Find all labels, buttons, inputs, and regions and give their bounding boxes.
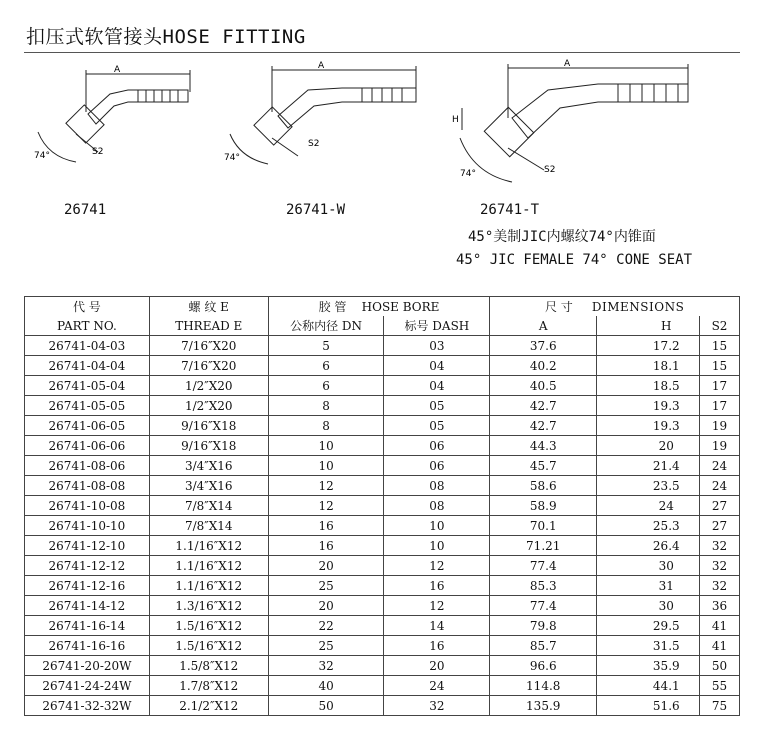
cell-h: 31.5	[634, 636, 700, 656]
cell-thread: 7/8″X14	[149, 496, 268, 516]
cell-dash: 32	[384, 696, 490, 716]
table-row	[25, 696, 740, 716]
cell-h: 23.5	[634, 476, 700, 496]
cell-spacer	[597, 656, 634, 676]
cell-thread: 1.1/16″X12	[149, 536, 268, 556]
cell-part-no: 26741-06-06	[25, 436, 150, 456]
cell-a: 85.7	[490, 636, 597, 656]
cell-dash: 06	[384, 436, 490, 456]
cell-spacer	[597, 356, 634, 376]
table-row	[25, 336, 740, 356]
cell-part-no: 26741-10-10	[25, 516, 150, 536]
dim-a-label: A	[114, 65, 121, 75]
cell-part-no: 26741-04-03	[25, 336, 150, 356]
table-row	[25, 396, 740, 416]
cell-a: 37.6	[490, 336, 597, 356]
cell-a: 77.4	[490, 556, 597, 576]
cell-s2: 32	[699, 556, 739, 576]
cell-part-no: 26741-04-04	[25, 356, 150, 376]
cell-h: 25.3	[634, 516, 700, 536]
header-part-cn: 代 号	[25, 297, 150, 317]
cell-h: 44.1	[634, 676, 700, 696]
cell-h: 18.1	[634, 356, 700, 376]
cell-dn: 22	[268, 616, 384, 636]
table-row	[25, 416, 740, 436]
table-row	[25, 596, 740, 616]
cell-h: 35.9	[634, 656, 700, 676]
page-title: 扣压式软管接头HOSE FITTING	[26, 26, 306, 48]
cell-dash: 16	[384, 576, 490, 596]
header-bore	[268, 297, 490, 317]
cell-thread: 7/16″X20	[149, 336, 268, 356]
cell-a: 77.4	[490, 596, 597, 616]
cell-spacer	[597, 496, 634, 516]
table-row	[25, 376, 740, 396]
cell-h: 30	[634, 596, 700, 616]
cell-part-no: 26741-32-32W	[25, 696, 150, 716]
dim-s2-label: S2	[92, 147, 104, 157]
spec-table	[24, 296, 740, 716]
cell-s2: 36	[699, 596, 739, 616]
cell-dash: 10	[384, 516, 490, 536]
cell-dn: 6	[268, 356, 384, 376]
header-thread: THREAD E	[149, 316, 268, 336]
cell-s2: 19	[699, 416, 739, 436]
header-dim-cn: 尺 寸	[544, 300, 573, 314]
cell-thread: 1.7/8″X12	[149, 676, 268, 696]
cell-dn: 25	[268, 636, 384, 656]
cell-spacer	[597, 616, 634, 636]
cell-h: 26.4	[634, 536, 700, 556]
header-dimensions	[490, 297, 740, 317]
cell-dash: 04	[384, 356, 490, 376]
spec-table-body	[25, 336, 740, 716]
table-row	[25, 476, 740, 496]
dim-s2-label-3: S2	[544, 165, 556, 175]
cell-a: 40.2	[490, 356, 597, 376]
cell-dn: 16	[268, 536, 384, 556]
cell-spacer	[597, 456, 634, 476]
table-row	[25, 456, 740, 476]
cell-spacer	[597, 336, 634, 356]
header-h: H	[634, 316, 700, 336]
header-part: PART NO.	[25, 316, 150, 336]
table-row	[25, 676, 740, 696]
cell-a: 58.9	[490, 496, 597, 516]
cell-thread: 1/2″X20	[149, 376, 268, 396]
cell-s2: 15	[699, 336, 739, 356]
cell-part-no: 26741-12-12	[25, 556, 150, 576]
table-row	[25, 636, 740, 656]
cell-a: 79.8	[490, 616, 597, 636]
cell-dash: 12	[384, 596, 490, 616]
table-row	[25, 556, 740, 576]
cell-s2: 24	[699, 456, 739, 476]
cell-thread: 1.5/8″X12	[149, 656, 268, 676]
cell-dash: 04	[384, 376, 490, 396]
table-row	[25, 576, 740, 596]
cell-thread: 7/8″X14	[149, 516, 268, 536]
cell-h: 18.5	[634, 376, 700, 396]
header-dash: 标号 DASH	[384, 316, 490, 336]
cell-thread: 3/4″X16	[149, 456, 268, 476]
table-row	[25, 616, 740, 636]
cell-s2: 15	[699, 356, 739, 376]
cell-dash: 05	[384, 416, 490, 436]
cell-h: 19.3	[634, 396, 700, 416]
cell-a: 114.8	[490, 676, 597, 696]
cell-dash: 10	[384, 536, 490, 556]
cell-dash: 24	[384, 676, 490, 696]
cell-spacer	[597, 396, 634, 416]
cell-thread: 1.1/16″X12	[149, 576, 268, 596]
description-en: 45° JIC FEMALE 74° CONE SEAT	[456, 252, 693, 268]
cell-dn: 10	[268, 436, 384, 456]
cell-s2: 41	[699, 616, 739, 636]
dim-s2-label-2: S2	[308, 139, 320, 149]
cell-a: 40.5	[490, 376, 597, 396]
cell-part-no: 26741-05-04	[25, 376, 150, 396]
cell-h: 24	[634, 496, 700, 516]
description-cn: 45°美制JIC内螺纹74°内锥面	[468, 229, 656, 245]
header-dim-en: DIMENSIONS	[591, 300, 685, 314]
cell-dn: 5	[268, 336, 384, 356]
cell-part-no: 26741-20-20W	[25, 656, 150, 676]
cell-dash: 16	[384, 636, 490, 656]
cell-a: 85.3	[490, 576, 597, 596]
cell-spacer	[597, 636, 634, 656]
cell-thread: 7/16″X20	[149, 356, 268, 376]
cell-s2: 32	[699, 536, 739, 556]
cell-dn: 6	[268, 376, 384, 396]
cell-part-no: 26741-08-08	[25, 476, 150, 496]
cell-part-no: 26741-08-06	[25, 456, 150, 476]
cell-h: 21.4	[634, 456, 700, 476]
cell-s2: 55	[699, 676, 739, 696]
cell-s2: 17	[699, 396, 739, 416]
angle-label-3: 74°	[460, 169, 476, 179]
cell-dn: 12	[268, 476, 384, 496]
cell-s2: 32	[699, 576, 739, 596]
cell-h: 31	[634, 576, 700, 596]
fitting-drawing-26741	[28, 62, 208, 172]
cell-spacer	[597, 516, 634, 536]
cell-spacer	[597, 576, 634, 596]
cell-dash: 14	[384, 616, 490, 636]
cell-dn: 25	[268, 576, 384, 596]
cell-spacer	[597, 536, 634, 556]
cell-s2: 75	[699, 696, 739, 716]
dim-a-label-2: A	[318, 61, 325, 71]
part-number-26741-t: 26741-T	[480, 202, 540, 218]
cell-dn: 20	[268, 596, 384, 616]
cell-part-no: 26741-05-05	[25, 396, 150, 416]
cell-s2: 19	[699, 436, 739, 456]
cell-dash: 20	[384, 656, 490, 676]
cell-thread: 1.5/16″X12	[149, 616, 268, 636]
cell-thread: 1.5/16″X12	[149, 636, 268, 656]
cell-h: 29.5	[634, 616, 700, 636]
header-a: A	[490, 316, 597, 336]
cell-part-no: 26741-16-14	[25, 616, 150, 636]
cell-spacer	[597, 696, 634, 716]
cell-a: 42.7	[490, 416, 597, 436]
part-number-26741-w: 26741-W	[286, 202, 346, 218]
cell-a: 44.3	[490, 436, 597, 456]
cell-spacer	[597, 376, 634, 396]
cell-part-no: 26741-10-08	[25, 496, 150, 516]
cell-dash: 12	[384, 556, 490, 576]
cell-a: 96.6	[490, 656, 597, 676]
cell-h: 17.2	[634, 336, 700, 356]
cell-dash: 03	[384, 336, 490, 356]
table-row	[25, 496, 740, 516]
header-thread-cn: 螺 纹 E	[149, 297, 268, 317]
cell-s2: 27	[699, 496, 739, 516]
cell-dn: 12	[268, 496, 384, 516]
cell-spacer	[597, 436, 634, 456]
cell-spacer	[597, 416, 634, 436]
angle-label: 74°	[34, 151, 50, 161]
cell-thread: 1.1/16″X12	[149, 556, 268, 576]
cell-part-no: 26741-12-16	[25, 576, 150, 596]
angle-label-2: 74°	[224, 153, 240, 163]
cell-dash: 08	[384, 476, 490, 496]
table-row	[25, 356, 740, 376]
cell-part-no: 26741-16-16	[25, 636, 150, 656]
cell-dn: 8	[268, 396, 384, 416]
cell-thread: 3/4″X16	[149, 476, 268, 496]
cell-thread: 9/16″X18	[149, 416, 268, 436]
table-row	[25, 536, 740, 556]
cell-a: 58.6	[490, 476, 597, 496]
cell-part-no: 26741-06-05	[25, 416, 150, 436]
header-dn: 公称内径 DN	[268, 316, 384, 336]
cell-dash: 08	[384, 496, 490, 516]
cell-s2: 50	[699, 656, 739, 676]
cell-part-no: 26741-12-10	[25, 536, 150, 556]
fitting-drawing-26741-t	[448, 58, 698, 188]
cell-spacer	[597, 596, 634, 616]
cell-h: 30	[634, 556, 700, 576]
cell-a: 71.21	[490, 536, 597, 556]
header-spacer	[597, 316, 634, 336]
cell-s2: 27	[699, 516, 739, 536]
cell-thread: 9/16″X18	[149, 436, 268, 456]
cell-dn: 50	[268, 696, 384, 716]
cell-dn: 10	[268, 456, 384, 476]
table-row	[25, 656, 740, 676]
cell-s2: 17	[699, 376, 739, 396]
cell-s2: 41	[699, 636, 739, 656]
cell-part-no: 26741-14-12	[25, 596, 150, 616]
cell-dn: 20	[268, 556, 384, 576]
dim-a-label-3: A	[564, 59, 571, 69]
fitting-drawing-26741-w	[222, 60, 432, 170]
header-bore-en: HOSE BORE	[361, 300, 440, 314]
cell-thread: 1/2″X20	[149, 396, 268, 416]
cell-h: 19.3	[634, 416, 700, 436]
cell-part-no: 26741-24-24W	[25, 676, 150, 696]
cell-h: 20	[634, 436, 700, 456]
dim-h-label: H	[452, 115, 459, 125]
cell-thread: 2.1/2″X12	[149, 696, 268, 716]
cell-dn: 8	[268, 416, 384, 436]
cell-spacer	[597, 676, 634, 696]
cell-a: 42.7	[490, 396, 597, 416]
cell-spacer	[597, 556, 634, 576]
cell-dash: 06	[384, 456, 490, 476]
cell-dn: 16	[268, 516, 384, 536]
header-bore-cn: 胶 管	[318, 300, 347, 314]
cell-thread: 1.3/16″X12	[149, 596, 268, 616]
cell-dn: 40	[268, 676, 384, 696]
cell-a: 45.7	[490, 456, 597, 476]
cell-dn: 32	[268, 656, 384, 676]
part-number-26741: 26741	[64, 202, 107, 218]
table-row	[25, 516, 740, 536]
cell-a: 135.9	[490, 696, 597, 716]
cell-dash: 05	[384, 396, 490, 416]
cell-a: 70.1	[490, 516, 597, 536]
cell-s2: 24	[699, 476, 739, 496]
cell-h: 51.6	[634, 696, 700, 716]
cell-spacer	[597, 476, 634, 496]
title-rule	[24, 52, 740, 53]
table-row	[25, 436, 740, 456]
header-s2: S2	[699, 316, 739, 336]
